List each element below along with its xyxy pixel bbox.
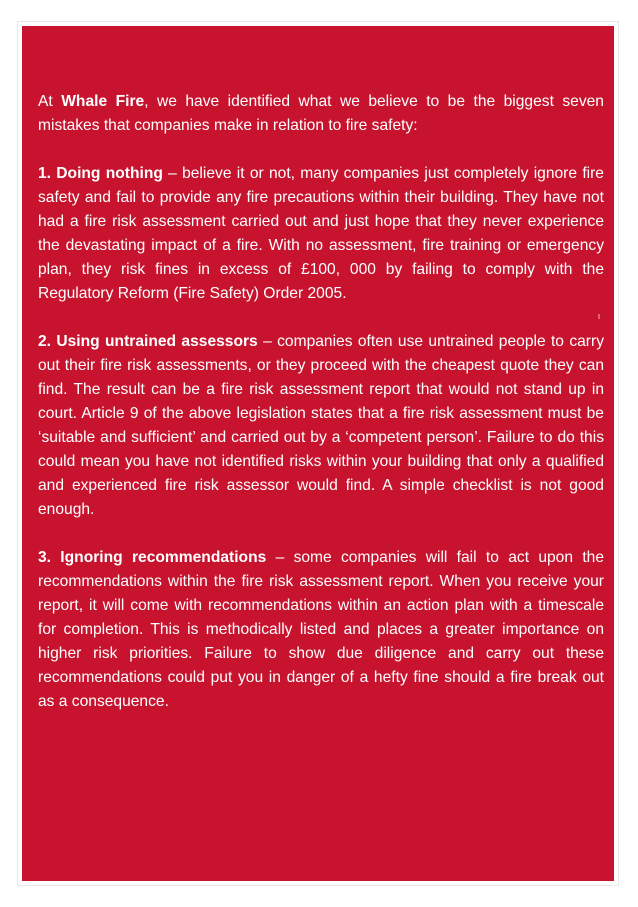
faint-mark bbox=[598, 314, 600, 319]
mistake-1-text: – believe it or not, many companies just completely ignore fire safety and fail to provide any fire precautions within their building. They have not had a fire risk assessment carried out and just hope that they never experience the devastating impact of a fire. With no assessment, fire training or emergency plan, they risk fines in excess of £100, 000 by failing to comply with the Regulatory Reform (Fire Safety) Order 2005. bbox=[38, 165, 604, 302]
company-name: Whale Fire bbox=[61, 93, 145, 110]
intro-paragraph bbox=[38, 90, 604, 138]
mistake-2-paragraph bbox=[38, 330, 604, 522]
mistake-2-title: 2. Using untrained assessors bbox=[38, 333, 258, 350]
mistake-2-text: – companies often use untrained people to carry out their fire risk assessments, or they proceed with the cheapest quote they can find. The result can be a fire risk assessment report that would not stand up in court. Article 9 of the above legislation states that a fire risk assessment must be ‘suitable and sufficient’ and carried out by a ‘competent person’. Failure to do this could mean you have not identified risks within your building that only a qualified and experienced fire risk assessor would find. A simple checklist is not good enough. bbox=[38, 333, 604, 518]
red-panel bbox=[18, 22, 618, 885]
intro-prefix: At bbox=[38, 93, 62, 110]
mistake-1-title: 1. Doing nothing bbox=[38, 165, 163, 182]
mistake-3-paragraph bbox=[38, 546, 604, 714]
mistake-1-paragraph bbox=[38, 162, 604, 306]
document-body bbox=[38, 90, 604, 738]
intro-text: , we have identified what we believe to be the biggest seven mistakes that companies make in relation to fire safety: bbox=[38, 93, 604, 134]
mistake-3-text: – some companies will fail to act upon the recommendations within the fire risk assessment report. When you receive your report, it will come with recommendations within an action plan with a timescale for completion. This is methodically listed and places a greater importance on higher risk priorities. Failure to show due diligence and carry out these recommendations could put you in danger of a hefty fine should a fire break out as a consequence. bbox=[38, 549, 604, 710]
mistake-3-title: 3. Ignoring recommendations bbox=[38, 549, 267, 566]
